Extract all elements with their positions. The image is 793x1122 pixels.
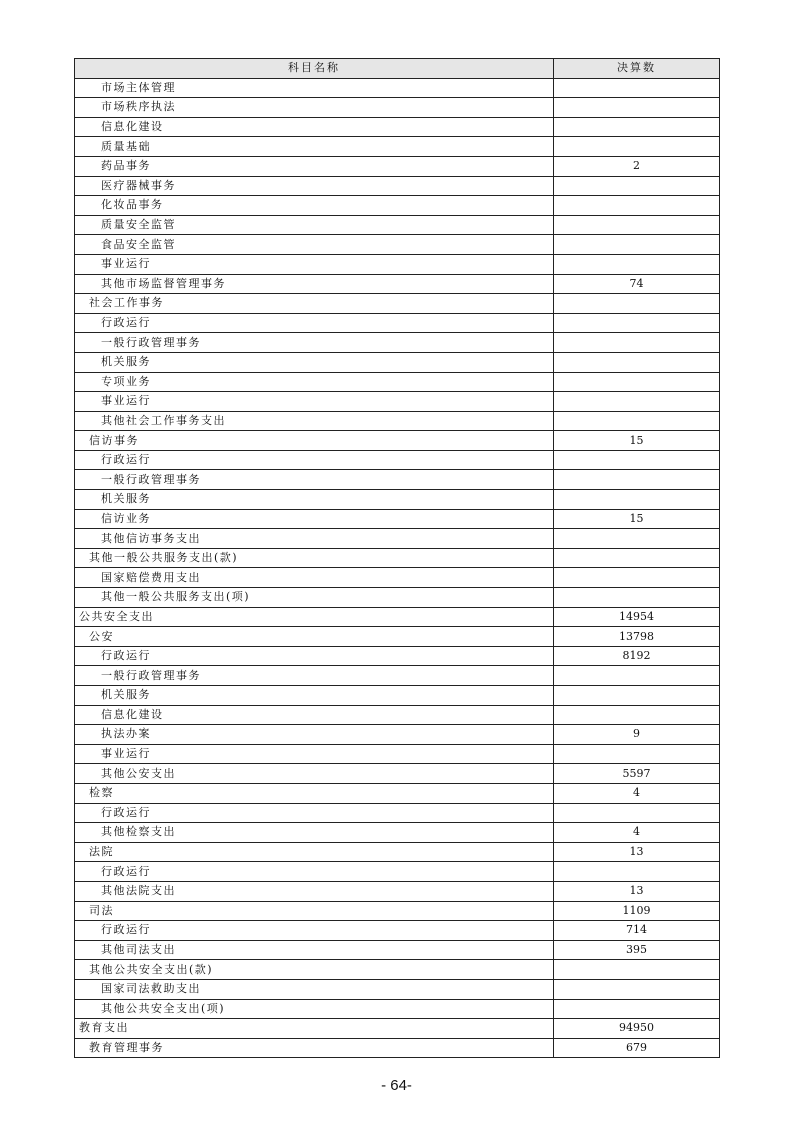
table-row — [75, 881, 720, 901]
row-amount: 74 — [554, 274, 720, 294]
column-header-value: 决算数 — [554, 59, 720, 79]
row-subject-name: 信息化建设 — [75, 117, 554, 137]
table-row — [75, 901, 720, 921]
row-subject-name: 其他检察支出 — [75, 823, 554, 843]
row-amount — [554, 294, 720, 314]
row-amount — [554, 803, 720, 823]
row-amount — [554, 979, 720, 999]
table-row — [75, 666, 720, 686]
row-subject-name: 机关服务 — [75, 686, 554, 706]
table-row — [75, 921, 720, 941]
table-row — [75, 313, 720, 333]
row-subject-name: 其他公安支出 — [75, 764, 554, 784]
table-row — [75, 842, 720, 862]
table-row — [75, 372, 720, 392]
row-amount: 13798 — [554, 627, 720, 647]
row-subject-name: 司法 — [75, 901, 554, 921]
table-row — [75, 705, 720, 725]
row-subject-name: 其他公共安全支出(项) — [75, 999, 554, 1019]
row-subject-name: 市场秩序执法 — [75, 98, 554, 118]
row-subject-name: 行政运行 — [75, 313, 554, 333]
table-row — [75, 646, 720, 666]
row-amount — [554, 98, 720, 118]
row-amount: 13 — [554, 842, 720, 862]
table-row — [75, 352, 720, 372]
row-subject-name: 其他市场监督管理事务 — [75, 274, 554, 294]
row-subject-name: 教育管理事务 — [75, 1038, 554, 1058]
row-amount: 15 — [554, 431, 720, 451]
row-subject-name: 市场主体管理 — [75, 78, 554, 98]
row-amount — [554, 705, 720, 725]
table-row — [75, 744, 720, 764]
row-subject-name: 一般行政管理事务 — [75, 470, 554, 490]
row-amount — [554, 352, 720, 372]
table-row — [75, 333, 720, 353]
row-subject-name: 行政运行 — [75, 803, 554, 823]
row-subject-name: 医疗器械事务 — [75, 176, 554, 196]
row-subject-name: 行政运行 — [75, 450, 554, 470]
row-subject-name: 事业运行 — [75, 744, 554, 764]
row-amount: 8192 — [554, 646, 720, 666]
row-amount — [554, 78, 720, 98]
row-amount — [554, 333, 720, 353]
table-row — [75, 783, 720, 803]
row-amount — [554, 450, 720, 470]
row-amount: 395 — [554, 940, 720, 960]
table-row — [75, 568, 720, 588]
table-row — [75, 548, 720, 568]
row-amount — [554, 568, 720, 588]
row-amount: 4 — [554, 783, 720, 803]
row-subject-name: 信访业务 — [75, 509, 554, 529]
row-amount: 714 — [554, 921, 720, 941]
page-number: - 64- — [381, 1077, 412, 1094]
row-subject-name: 法院 — [75, 842, 554, 862]
row-amount — [554, 313, 720, 333]
row-subject-name: 社会工作事务 — [75, 294, 554, 314]
table-row — [75, 411, 720, 431]
row-subject-name: 行政运行 — [75, 862, 554, 882]
table-row — [75, 78, 720, 98]
row-amount — [554, 117, 720, 137]
table-row — [75, 529, 720, 549]
table-row — [75, 862, 720, 882]
row-amount — [554, 744, 720, 764]
row-amount — [554, 588, 720, 608]
row-subject-name: 质量安全监管 — [75, 215, 554, 235]
row-amount: 9 — [554, 725, 720, 745]
table-row — [75, 235, 720, 255]
row-subject-name: 其他社会工作事务支出 — [75, 411, 554, 431]
row-amount: 15 — [554, 509, 720, 529]
table-row — [75, 686, 720, 706]
row-subject-name: 行政运行 — [75, 646, 554, 666]
row-amount — [554, 999, 720, 1019]
table-row — [75, 979, 720, 999]
table-row — [75, 294, 720, 314]
row-subject-name: 信访事务 — [75, 431, 554, 451]
row-subject-name: 事业运行 — [75, 392, 554, 412]
row-subject-name: 执法办案 — [75, 725, 554, 745]
table-row — [75, 764, 720, 784]
table-body — [75, 78, 720, 1058]
row-amount — [554, 686, 720, 706]
row-subject-name: 质量基础 — [75, 137, 554, 157]
row-subject-name: 国家司法救助支出 — [75, 979, 554, 999]
table-row — [75, 450, 720, 470]
table-row — [75, 490, 720, 510]
column-header-name: 科目名称 — [75, 59, 554, 79]
row-amount: 1109 — [554, 901, 720, 921]
expenditure-table — [74, 58, 720, 1058]
row-subject-name: 机关服务 — [75, 352, 554, 372]
table-row — [75, 254, 720, 274]
table-row — [75, 98, 720, 118]
row-subject-name: 公安 — [75, 627, 554, 647]
row-amount: 2 — [554, 156, 720, 176]
row-amount: 679 — [554, 1038, 720, 1058]
table-row — [75, 725, 720, 745]
row-subject-name: 检察 — [75, 783, 554, 803]
table-row — [75, 137, 720, 157]
row-subject-name: 机关服务 — [75, 490, 554, 510]
row-amount: 13 — [554, 881, 720, 901]
row-amount — [554, 235, 720, 255]
row-subject-name: 专项业务 — [75, 372, 554, 392]
row-amount — [554, 176, 720, 196]
table-row — [75, 627, 720, 647]
row-amount — [554, 548, 720, 568]
row-amount — [554, 490, 720, 510]
table-row — [75, 196, 720, 216]
row-subject-name: 药品事务 — [75, 156, 554, 176]
table-row — [75, 1019, 720, 1039]
row-subject-name: 化妆品事务 — [75, 196, 554, 216]
row-amount — [554, 254, 720, 274]
table-header-row — [75, 59, 720, 79]
row-subject-name: 信息化建设 — [75, 705, 554, 725]
table-row — [75, 431, 720, 451]
row-amount — [554, 372, 720, 392]
table-row — [75, 999, 720, 1019]
row-amount — [554, 215, 720, 235]
table-row — [75, 1038, 720, 1058]
table-row — [75, 215, 720, 235]
table-row — [75, 960, 720, 980]
table-row — [75, 470, 720, 490]
row-subject-name: 公共安全支出 — [75, 607, 554, 627]
table-row — [75, 176, 720, 196]
row-subject-name: 事业运行 — [75, 254, 554, 274]
row-amount — [554, 470, 720, 490]
row-amount — [554, 392, 720, 412]
row-amount — [554, 196, 720, 216]
table-row — [75, 156, 720, 176]
row-subject-name: 国家赔偿费用支出 — [75, 568, 554, 588]
row-amount — [554, 862, 720, 882]
row-amount — [554, 666, 720, 686]
row-amount — [554, 137, 720, 157]
row-subject-name: 其他一般公共服务支出(款) — [75, 548, 554, 568]
table-row — [75, 274, 720, 294]
row-subject-name: 食品安全监管 — [75, 235, 554, 255]
row-amount — [554, 960, 720, 980]
row-amount — [554, 529, 720, 549]
row-subject-name: 一般行政管理事务 — [75, 666, 554, 686]
row-subject-name: 其他一般公共服务支出(项) — [75, 588, 554, 608]
row-amount: 14954 — [554, 607, 720, 627]
table-row — [75, 803, 720, 823]
table-row — [75, 940, 720, 960]
table-row — [75, 607, 720, 627]
table-row — [75, 588, 720, 608]
row-amount: 5597 — [554, 764, 720, 784]
table-row — [75, 117, 720, 137]
table-row — [75, 509, 720, 529]
row-subject-name: 一般行政管理事务 — [75, 333, 554, 353]
row-subject-name: 其他司法支出 — [75, 940, 554, 960]
row-subject-name: 其他公共安全支出(款) — [75, 960, 554, 980]
row-amount: 94950 — [554, 1019, 720, 1039]
row-subject-name: 其他法院支出 — [75, 881, 554, 901]
row-subject-name: 其他信访事务支出 — [75, 529, 554, 549]
row-subject-name: 行政运行 — [75, 921, 554, 941]
row-subject-name: 教育支出 — [75, 1019, 554, 1039]
table-row — [75, 392, 720, 412]
row-amount: 4 — [554, 823, 720, 843]
row-amount — [554, 411, 720, 431]
table-row — [75, 823, 720, 843]
